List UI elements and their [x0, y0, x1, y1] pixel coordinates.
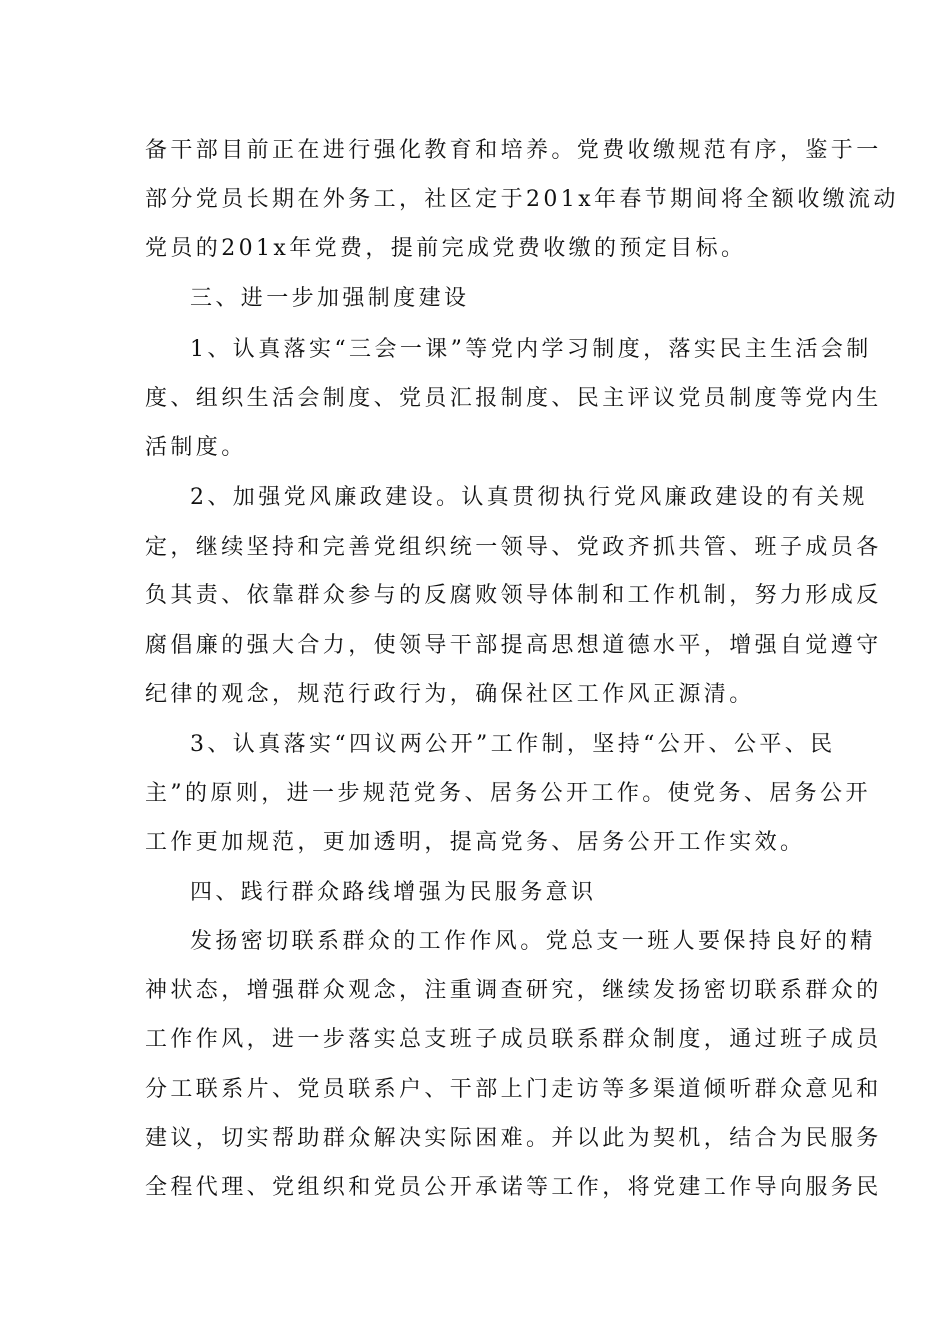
body-line: 工作更加规范，更加透明，提高党务、居务公开工作实效。	[145, 830, 806, 855]
body-line: 1、认真落实“三会一课”等党内学习制度，落实民主生活会制	[190, 337, 872, 362]
body-line: 主”的原则，进一步规范党务、居务公开工作。使党务、居务公开	[145, 781, 871, 806]
body-line: 发扬密切联系群众的工作作风。党总支一班人要保持良好的精	[190, 929, 876, 954]
body-line: 部分党员长期在外务工，社区定于201x年春节期间将全额收缴流动	[145, 187, 899, 212]
body-line: 全程代理、党组织和党员公开承诺等工作，将党建工作导向服务民	[145, 1175, 882, 1200]
body-line: 建议，切实帮助群众解决实际困难。并以此为契机，结合为民服务	[145, 1126, 882, 1151]
body-line: 分工联系片、党员联系户、干部上门走访等多渠道倾听群众意见和	[145, 1077, 882, 1102]
body-line: 负其责、依靠群众参与的反腐败领导体制和工作机制，努力形成反	[145, 583, 882, 608]
body-line: 腐倡廉的强大合力，使领导干部提高思想道德水平，增强自觉遵守	[145, 633, 882, 658]
body-line: 备干部目前正在进行强化教育和培养。党费收缴规范有序，鉴于一	[145, 138, 882, 163]
body-line: 纪律的观念，规范行政行为，确保社区工作风正源清。	[145, 682, 755, 707]
section-heading: 四、践行群众路线增强为民服务意识	[190, 880, 597, 905]
body-line: 3、认真落实“四议两公开”工作制，坚持“公开、公平、民	[190, 732, 836, 757]
body-line: 2、加强党风廉政建设。认真贯彻执行党风廉政建设的有关规	[190, 485, 868, 510]
body-line: 党员的201x年党费，提前完成党费收缴的预定目标。	[145, 236, 747, 261]
body-line: 神状态，增强群众观念，注重调查研究，继续发扬密切联系群众的	[145, 978, 882, 1003]
body-line: 工作作风，进一步落实总支班子成员联系群众制度，通过班子成员	[145, 1027, 882, 1052]
section-heading: 三、进一步加强制度建设	[190, 286, 470, 311]
body-line: 定，继续坚持和完善党组织统一领导、党政齐抓共管、班子成员各	[145, 535, 882, 560]
body-line: 活制度。	[145, 435, 247, 460]
body-line: 度、组织生活会制度、党员汇报制度、民主评议党员制度等党内生	[145, 386, 882, 411]
